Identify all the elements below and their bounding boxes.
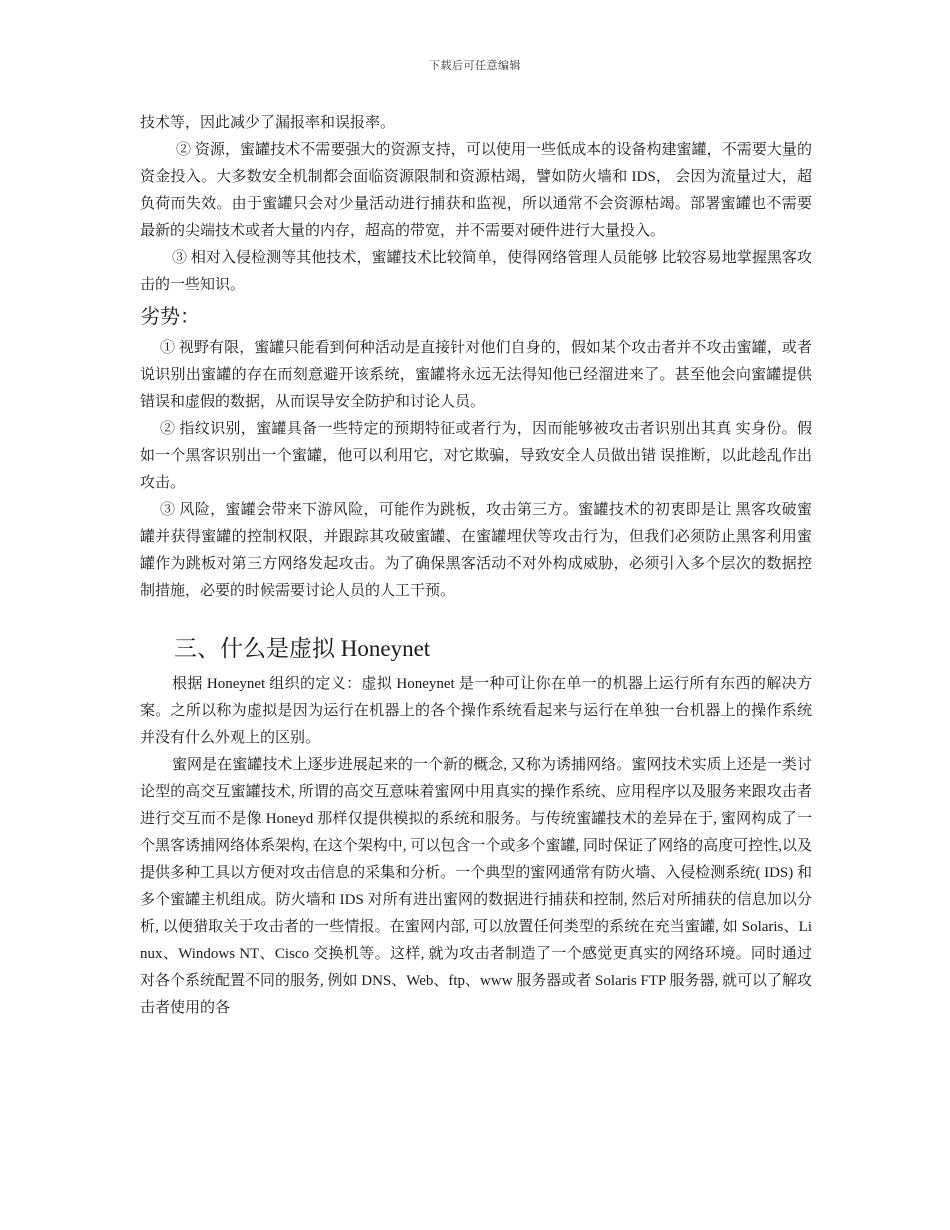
paragraph-resources: ② 资源，蜜罐技术不需要强大的资源支持，可以使用一些低成本的设备构建蜜罐，不需要大量的资金投入。大多数安全机制都会面临资源限制和资源枯竭，譬如防火墙和 IDS， 会因为流量过大，超负荷而失效。由于蜜罐只会对少量活动进行捕获和监视，所以通常不会资源枯竭。部署蜜罐也不需要最新的尖端技术或者大量的内存，超高的带宽，并不需要对硬件进行大量投入。 xyxy=(140,142,812,239)
section-heading-virtual-honeynet: 三、什么是虚拟 Honeynet xyxy=(174,636,431,661)
paragraph-simplicity: ③ 相对入侵检测等其他技术，蜜罐技术比较简单，使得网络管理人员能够 比较容易地掌握黑客攻击的一些知识。 xyxy=(140,250,812,293)
paragraph-limited-view: ① 视野有限，蜜罐只能看到何种活动是直接针对他们自身的，假如某个攻击者并不攻击蜜罐，或者说识别出蜜罐的存在而刻意避开该系统，蜜罐将永远无法得知他已经溜进来了。甚至他会向蜜罐提供错误和虚假的数据，从而误导安全防护和讨论人员。 xyxy=(140,340,812,410)
page-header: 下载后可任意编辑 xyxy=(429,60,521,72)
paragraph-risk: ③ 风险，蜜罐会带来下游风险，可能作为跳板，攻击第三方。蜜罐技术的初衷即是让 黑客攻破蜜罐并获得蜜罐的控制权限，并跟踪其攻破蜜罐、在蜜罐埋伏等攻击行为，但我们必须防止黑客利用蜜罐作为跳板对第三方网络发起攻击。为了确保黑客活动不对外构成威胁，必须引入多个层次的数据控制措施，必要的时候需要讨论人员的人工干预。 xyxy=(140,502,812,599)
page-content xyxy=(140,110,812,1022)
paragraph-fingerprinting: ② 指纹识别，蜜罐具备一些特定的预期特征或者行为，因而能够被攻击者识别出其真 实身份。假如一个黑客识别出一个蜜罐，他可以利用它，对它欺骗，导致安全人员做出错 误推断，以此趁乱作出攻击。 xyxy=(140,421,812,491)
paragraph-honeynet-definition: 根据 Honeynet 组织的定义：虚拟 Honeynet 是一种可让你在单一的机器上运行所有东西的解决方案。之所以称为虚拟是因为运行在机器上的各个操作系统看起来与运行在单独一台机器上的操作系统并没有什么外观上的区别。 xyxy=(140,676,812,746)
disadvantages-heading: 劣势： xyxy=(140,306,200,328)
section-spacer xyxy=(140,605,812,633)
paragraph-honeynet-description: 蜜网是在蜜罐技术上逐步进展起来的一个新的概念, 又称为诱捕网络。蜜网技术实质上还是一类讨论型的高交互蜜罐技术, 所谓的高交互意味着蜜网中用真实的操作系统、应用程序以及服务来跟攻击者进行交互而不是像 Honeyd 那样仅提供模拟的系统和服务。与传统蜜罐技术的差异在于, 蜜网构成了一个黑客诱捕网络体系架构, 在这个架构中, 可以包含一个或多个蜜罐, 同时保证了网络的高度可控性,以及提供多种工具以方便对攻击信息的采集和分析。一个典型的蜜网通常有防火墙、入侵检测系统( IDS) 和多个蜜罐主机组成。防火墙和 IDS 对所有进出蜜网的数据进行捕获和控制, 然后对所捕获的信息加以分析, 以便猎取关于攻击者的一些情报。在蜜网内部, 可以放置任何类型的系统在充当蜜罐, 如 Solaris、Linux、Windows NT、Cisco 交换机等。这样, 就为攻击者制造了一个感觉更真实的网络环境。同时通过对各个系统配置不同的服务, 例如 DNS、Web、ftp、www 服务器或者 Solaris FTP 服务器, 就可以了解攻击者使用的各 xyxy=(140,757,812,1016)
paragraph-continuation: 技术等，因此减少了漏报率和误报率。 xyxy=(140,115,396,131)
